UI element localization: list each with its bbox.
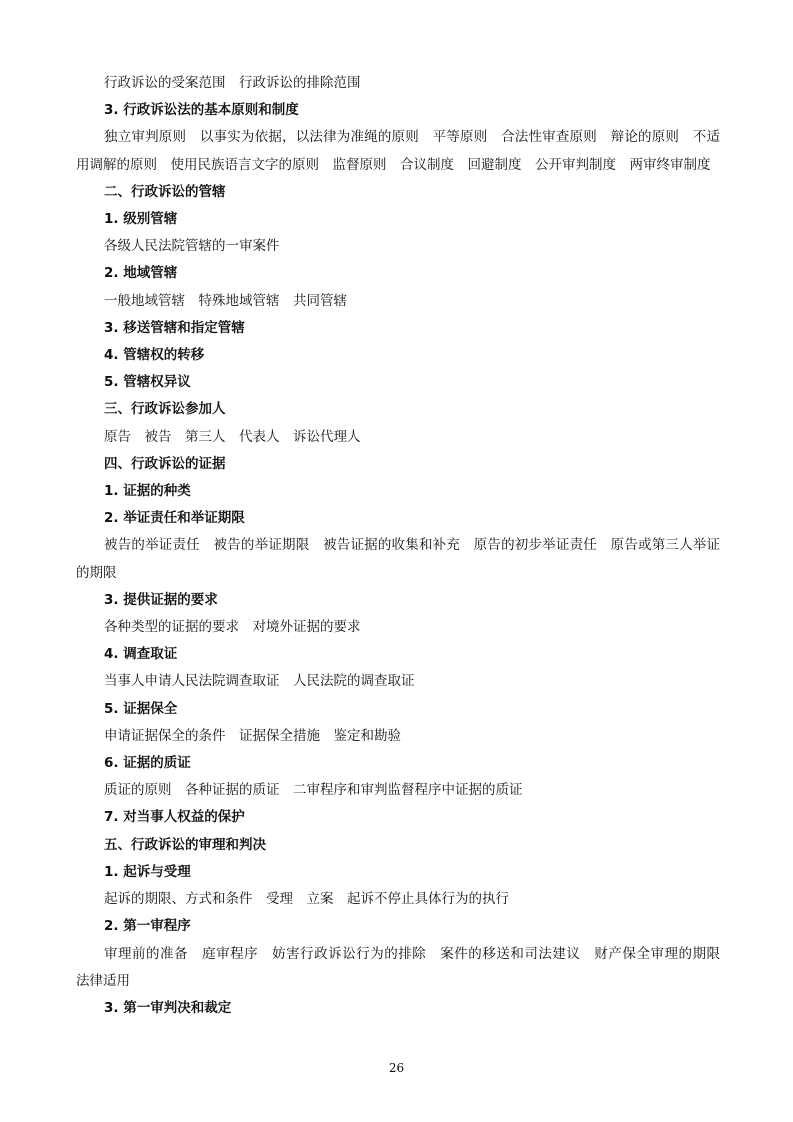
paragraph-text: 审理前的准备 庭审程序 妨害行政诉讼行为的排除 案件的移送和司法建议 财产保全审理的期限 法律适用 — [76, 945, 734, 989]
document-body — [76, 70, 734, 1022]
section-heading: 2. 地域管辖 — [104, 265, 178, 282]
section-heading: 3. 行政诉讼法的基本原则和制度 — [104, 102, 299, 119]
paragraph-text: 一般地域管辖 特殊地域管辖 共同管辖 — [104, 292, 347, 309]
paragraph-text: 被告的举证责任 被告的举证期限 被告证据的收集和补充 原告的初步举证责任 原告或第三人举证的期限 — [76, 537, 720, 581]
section-heading: 5. 证据保全 — [104, 700, 178, 717]
section-heading: 2. 第一审程序 — [104, 918, 191, 935]
section-heading: 5. 管辖权异议 — [104, 374, 191, 391]
section-heading: 3. 提供证据的要求 — [104, 591, 218, 608]
section-heading: 7. 对当事人权益的保护 — [104, 809, 245, 826]
section-heading: 五、行政诉讼的审理和判决 — [104, 836, 266, 853]
page-number: 26 — [388, 1061, 405, 1075]
section-heading: 四、行政诉讼的证据 — [104, 455, 226, 472]
section-heading: 1. 证据的种类 — [104, 483, 191, 500]
paragraph-text: 独立审判原则 以事实为依据，以法律为准绳的原则 平等原则 合法性审查原则 辩论的原则 不适用调解的原则 使用民族语言文字的原则 监督原则 合议制度 回避制度 公开审判制度 两审终审制度 — [76, 129, 720, 173]
paragraph-text: 行政诉讼的受案范围 行政诉讼的排除范围 — [104, 75, 361, 91]
section-heading: 3. 第一审判决和裁定 — [104, 999, 232, 1016]
section-heading: 1. 起诉与受理 — [104, 863, 191, 880]
paragraph-text: 各种类型的证据的要求 对境外证据的要求 — [104, 619, 361, 636]
paragraph-text: 质证的原则 各种证据的质证 二审程序和审判监督程序中证据的质证 — [104, 782, 523, 799]
section-heading: 6. 证据的质证 — [104, 755, 191, 772]
section-heading: 4. 调查取证 — [104, 646, 178, 663]
section-heading: 三、行政诉讼参加人 — [104, 401, 226, 418]
paragraph-text: 各级人民法院管辖的一审案件 — [104, 238, 280, 255]
paragraph-text: 当事人申请人民法院调查取证 人民法院的调查取证 — [104, 673, 415, 690]
section-heading: 二、行政诉讼的管辖 — [104, 183, 226, 200]
paragraph-text: 起诉的期限、方式和条件 受理 立案 起诉不停止具体行为的执行 — [104, 891, 509, 908]
section-heading: 4. 管辖权的转移 — [104, 347, 205, 364]
section-heading: 1. 级别管辖 — [104, 211, 178, 228]
paragraph-text: 原告 被告 第三人 代表人 诉讼代理人 — [104, 428, 361, 445]
section-heading: 3. 移送管辖和指定管辖 — [104, 319, 245, 336]
paragraph-text: 申请证据保全的条件 证据保全措施 鉴定和勘验 — [104, 727, 401, 744]
section-heading: 2. 举证责任和举证期限 — [104, 510, 245, 527]
